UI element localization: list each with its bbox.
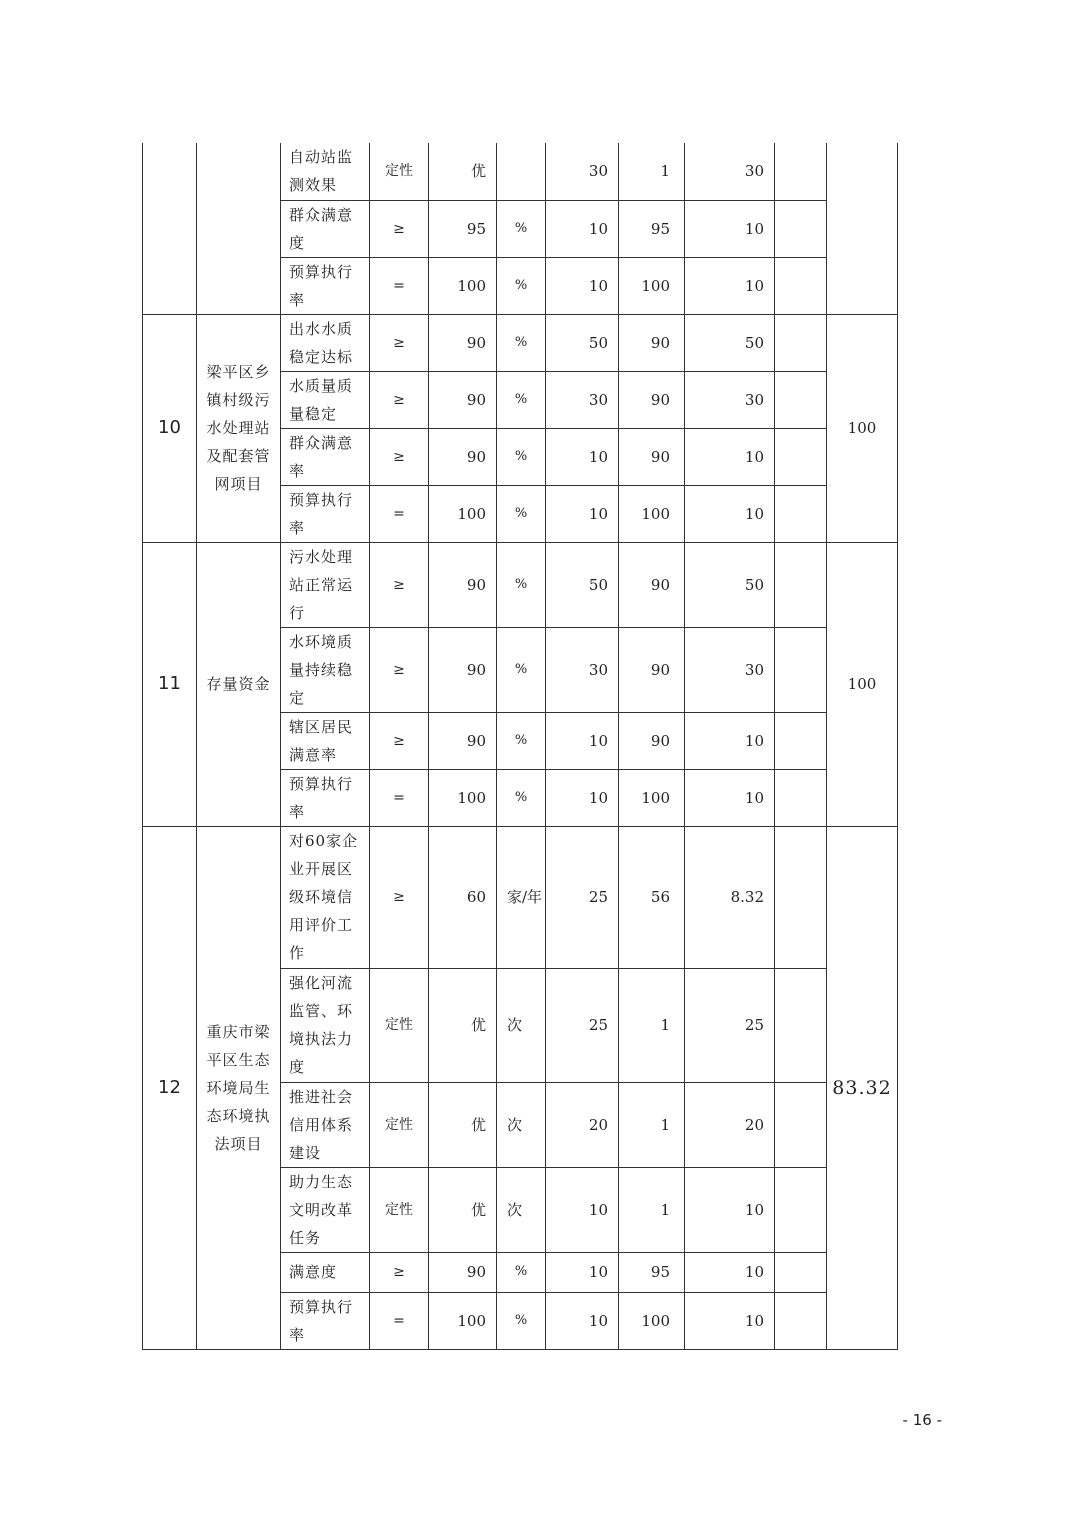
indicator-cell: 污水处理站正常运行	[281, 542, 370, 627]
indicator-cell: 预算执行率	[281, 485, 370, 542]
weight-cell: 10	[546, 485, 619, 542]
target-value-cell: 100	[429, 485, 497, 542]
remark-cell	[775, 314, 827, 371]
project-name-cell: 存量资金	[197, 542, 281, 826]
target-value-cell: 100	[429, 1292, 497, 1349]
unit-cell: %	[497, 627, 546, 712]
weight-cell: 10	[546, 1292, 619, 1349]
unit-cell: 次	[497, 1082, 546, 1167]
project-name-cell	[197, 143, 281, 314]
project-name-cell: 梁平区乡镇村级污水处理站及配套管网项目	[197, 314, 281, 542]
indicator-cell: 满意度	[281, 1252, 370, 1292]
score-cell: 20	[685, 1082, 775, 1167]
target-value-cell: 90	[429, 542, 497, 627]
indicator-cell: 水质量质量稳定	[281, 371, 370, 428]
remark-cell	[775, 1252, 827, 1292]
operator-cell: 定性	[370, 968, 429, 1082]
actual-value-cell: 90	[619, 627, 685, 712]
indicator-cell: 预算执行率	[281, 1292, 370, 1349]
unit-cell: 家/年	[497, 826, 546, 968]
unit-cell: 次	[497, 968, 546, 1082]
weight-cell: 50	[546, 314, 619, 371]
project-name-cell: 重庆市梁平区生态环境局生态环境执法项目	[197, 826, 281, 1349]
operator-cell: =	[370, 1292, 429, 1349]
target-value-cell: 95	[429, 200, 497, 257]
weight-cell: 30	[546, 627, 619, 712]
actual-value-cell: 90	[619, 542, 685, 627]
actual-value-cell: 90	[619, 371, 685, 428]
project-number-cell: 10	[143, 314, 197, 542]
target-value-cell: 90	[429, 428, 497, 485]
total-score-cell: 83.32	[827, 826, 898, 1349]
weight-cell: 10	[546, 712, 619, 769]
operator-cell: ≥	[370, 826, 429, 968]
target-value-cell: 90	[429, 1252, 497, 1292]
project-number-cell: 11	[143, 542, 197, 826]
weight-cell: 10	[546, 1167, 619, 1252]
weight-cell: 30	[546, 371, 619, 428]
weight-cell: 10	[546, 428, 619, 485]
operator-cell: ≥	[370, 1252, 429, 1292]
operator-cell: ≥	[370, 627, 429, 712]
score-cell: 10	[685, 1252, 775, 1292]
weight-cell: 20	[546, 1082, 619, 1167]
score-cell: 30	[685, 371, 775, 428]
score-cell: 10	[685, 1167, 775, 1252]
score-cell: 10	[685, 257, 775, 314]
unit-cell: %	[497, 428, 546, 485]
target-value-cell: 90	[429, 712, 497, 769]
actual-value-cell: 1	[619, 143, 685, 200]
score-cell: 10	[685, 712, 775, 769]
remark-cell	[775, 627, 827, 712]
operator-cell: 定性	[370, 143, 429, 200]
project-number-cell	[143, 143, 197, 314]
score-cell: 10	[685, 428, 775, 485]
indicator-cell: 群众满意度	[281, 200, 370, 257]
target-value-cell: 优	[429, 1082, 497, 1167]
weight-cell: 10	[546, 200, 619, 257]
remark-cell	[775, 371, 827, 428]
actual-value-cell: 95	[619, 1252, 685, 1292]
target-value-cell: 90	[429, 314, 497, 371]
target-value-cell: 100	[429, 769, 497, 826]
target-value-cell: 优	[429, 143, 497, 200]
score-cell: 30	[685, 627, 775, 712]
operator-cell: 定性	[370, 1082, 429, 1167]
operator-cell: ≥	[370, 428, 429, 485]
operator-cell: ≥	[370, 371, 429, 428]
weight-cell: 25	[546, 968, 619, 1082]
unit-cell: %	[497, 1252, 546, 1292]
remark-cell	[775, 200, 827, 257]
remark-cell	[775, 826, 827, 968]
indicator-cell: 预算执行率	[281, 769, 370, 826]
weight-cell: 25	[546, 826, 619, 968]
score-cell: 25	[685, 968, 775, 1082]
actual-value-cell: 90	[619, 428, 685, 485]
actual-value-cell: 100	[619, 257, 685, 314]
table-row	[143, 314, 898, 371]
actual-value-cell: 1	[619, 968, 685, 1082]
table-row	[143, 826, 898, 968]
unit-cell: %	[497, 542, 546, 627]
target-value-cell: 100	[429, 257, 497, 314]
weight-cell: 10	[546, 1252, 619, 1292]
score-cell: 10	[685, 769, 775, 826]
actual-value-cell: 1	[619, 1167, 685, 1252]
score-cell: 10	[685, 1292, 775, 1349]
operator-cell: ≥	[370, 200, 429, 257]
weight-cell: 10	[546, 257, 619, 314]
remark-cell	[775, 257, 827, 314]
unit-cell: %	[497, 712, 546, 769]
indicator-cell: 推进社会信用体系建设	[281, 1082, 370, 1167]
operator-cell: 定性	[370, 1167, 429, 1252]
actual-value-cell: 95	[619, 200, 685, 257]
indicator-cell: 水环境质量持续稳定	[281, 627, 370, 712]
unit-cell	[497, 143, 546, 200]
indicator-cell: 出水水质稳定达标	[281, 314, 370, 371]
unit-cell: %	[497, 200, 546, 257]
target-value-cell: 90	[429, 627, 497, 712]
remark-cell	[775, 712, 827, 769]
target-value-cell: 优	[429, 1167, 497, 1252]
unit-cell: %	[497, 769, 546, 826]
remark-cell	[775, 485, 827, 542]
weight-cell: 10	[546, 769, 619, 826]
operator-cell: ≥	[370, 712, 429, 769]
indicator-cell: 强化河流监管、环境执法力度	[281, 968, 370, 1082]
total-score-cell: 100	[827, 542, 898, 826]
unit-cell: 次	[497, 1167, 546, 1252]
indicator-cell: 自动站监测效果	[281, 143, 370, 200]
operator-cell: ≥	[370, 314, 429, 371]
weight-cell: 30	[546, 143, 619, 200]
score-cell: 50	[685, 314, 775, 371]
operator-cell: ≥	[370, 542, 429, 627]
remark-cell	[775, 143, 827, 200]
operator-cell: =	[370, 485, 429, 542]
score-cell: 10	[685, 200, 775, 257]
target-value-cell: 优	[429, 968, 497, 1082]
unit-cell: %	[497, 1292, 546, 1349]
indicator-cell: 辖区居民满意率	[281, 712, 370, 769]
operator-cell: =	[370, 769, 429, 826]
unit-cell: %	[497, 485, 546, 542]
total-score-cell: 100	[827, 314, 898, 542]
unit-cell: %	[497, 371, 546, 428]
score-cell: 30	[685, 143, 775, 200]
indicator-cell: 对60家企业开展区级环境信用评价工作	[281, 826, 370, 968]
actual-value-cell: 90	[619, 314, 685, 371]
table-row	[143, 542, 898, 627]
unit-cell: %	[497, 257, 546, 314]
remark-cell	[775, 1292, 827, 1349]
remark-cell	[775, 542, 827, 627]
total-score-cell	[827, 143, 898, 314]
remark-cell	[775, 769, 827, 826]
target-value-cell: 60	[429, 826, 497, 968]
target-value-cell: 90	[429, 371, 497, 428]
indicator-cell: 助力生态文明改革任务	[281, 1167, 370, 1252]
performance-evaluation-table	[142, 143, 898, 1350]
actual-value-cell: 1	[619, 1082, 685, 1167]
actual-value-cell: 100	[619, 485, 685, 542]
unit-cell: %	[497, 314, 546, 371]
actual-value-cell: 56	[619, 826, 685, 968]
actual-value-cell: 90	[619, 712, 685, 769]
actual-value-cell: 100	[619, 769, 685, 826]
remark-cell	[775, 428, 827, 485]
table-row	[143, 143, 898, 200]
remark-cell	[775, 968, 827, 1082]
page-number: - 16 -	[902, 1411, 942, 1429]
actual-value-cell: 100	[619, 1292, 685, 1349]
remark-cell	[775, 1082, 827, 1167]
score-cell: 10	[685, 485, 775, 542]
score-cell: 50	[685, 542, 775, 627]
weight-cell: 50	[546, 542, 619, 627]
operator-cell: =	[370, 257, 429, 314]
remark-cell	[775, 1167, 827, 1252]
project-number-cell: 12	[143, 826, 197, 1349]
indicator-cell: 群众满意率	[281, 428, 370, 485]
score-cell: 8.32	[685, 826, 775, 968]
indicator-cell: 预算执行率	[281, 257, 370, 314]
